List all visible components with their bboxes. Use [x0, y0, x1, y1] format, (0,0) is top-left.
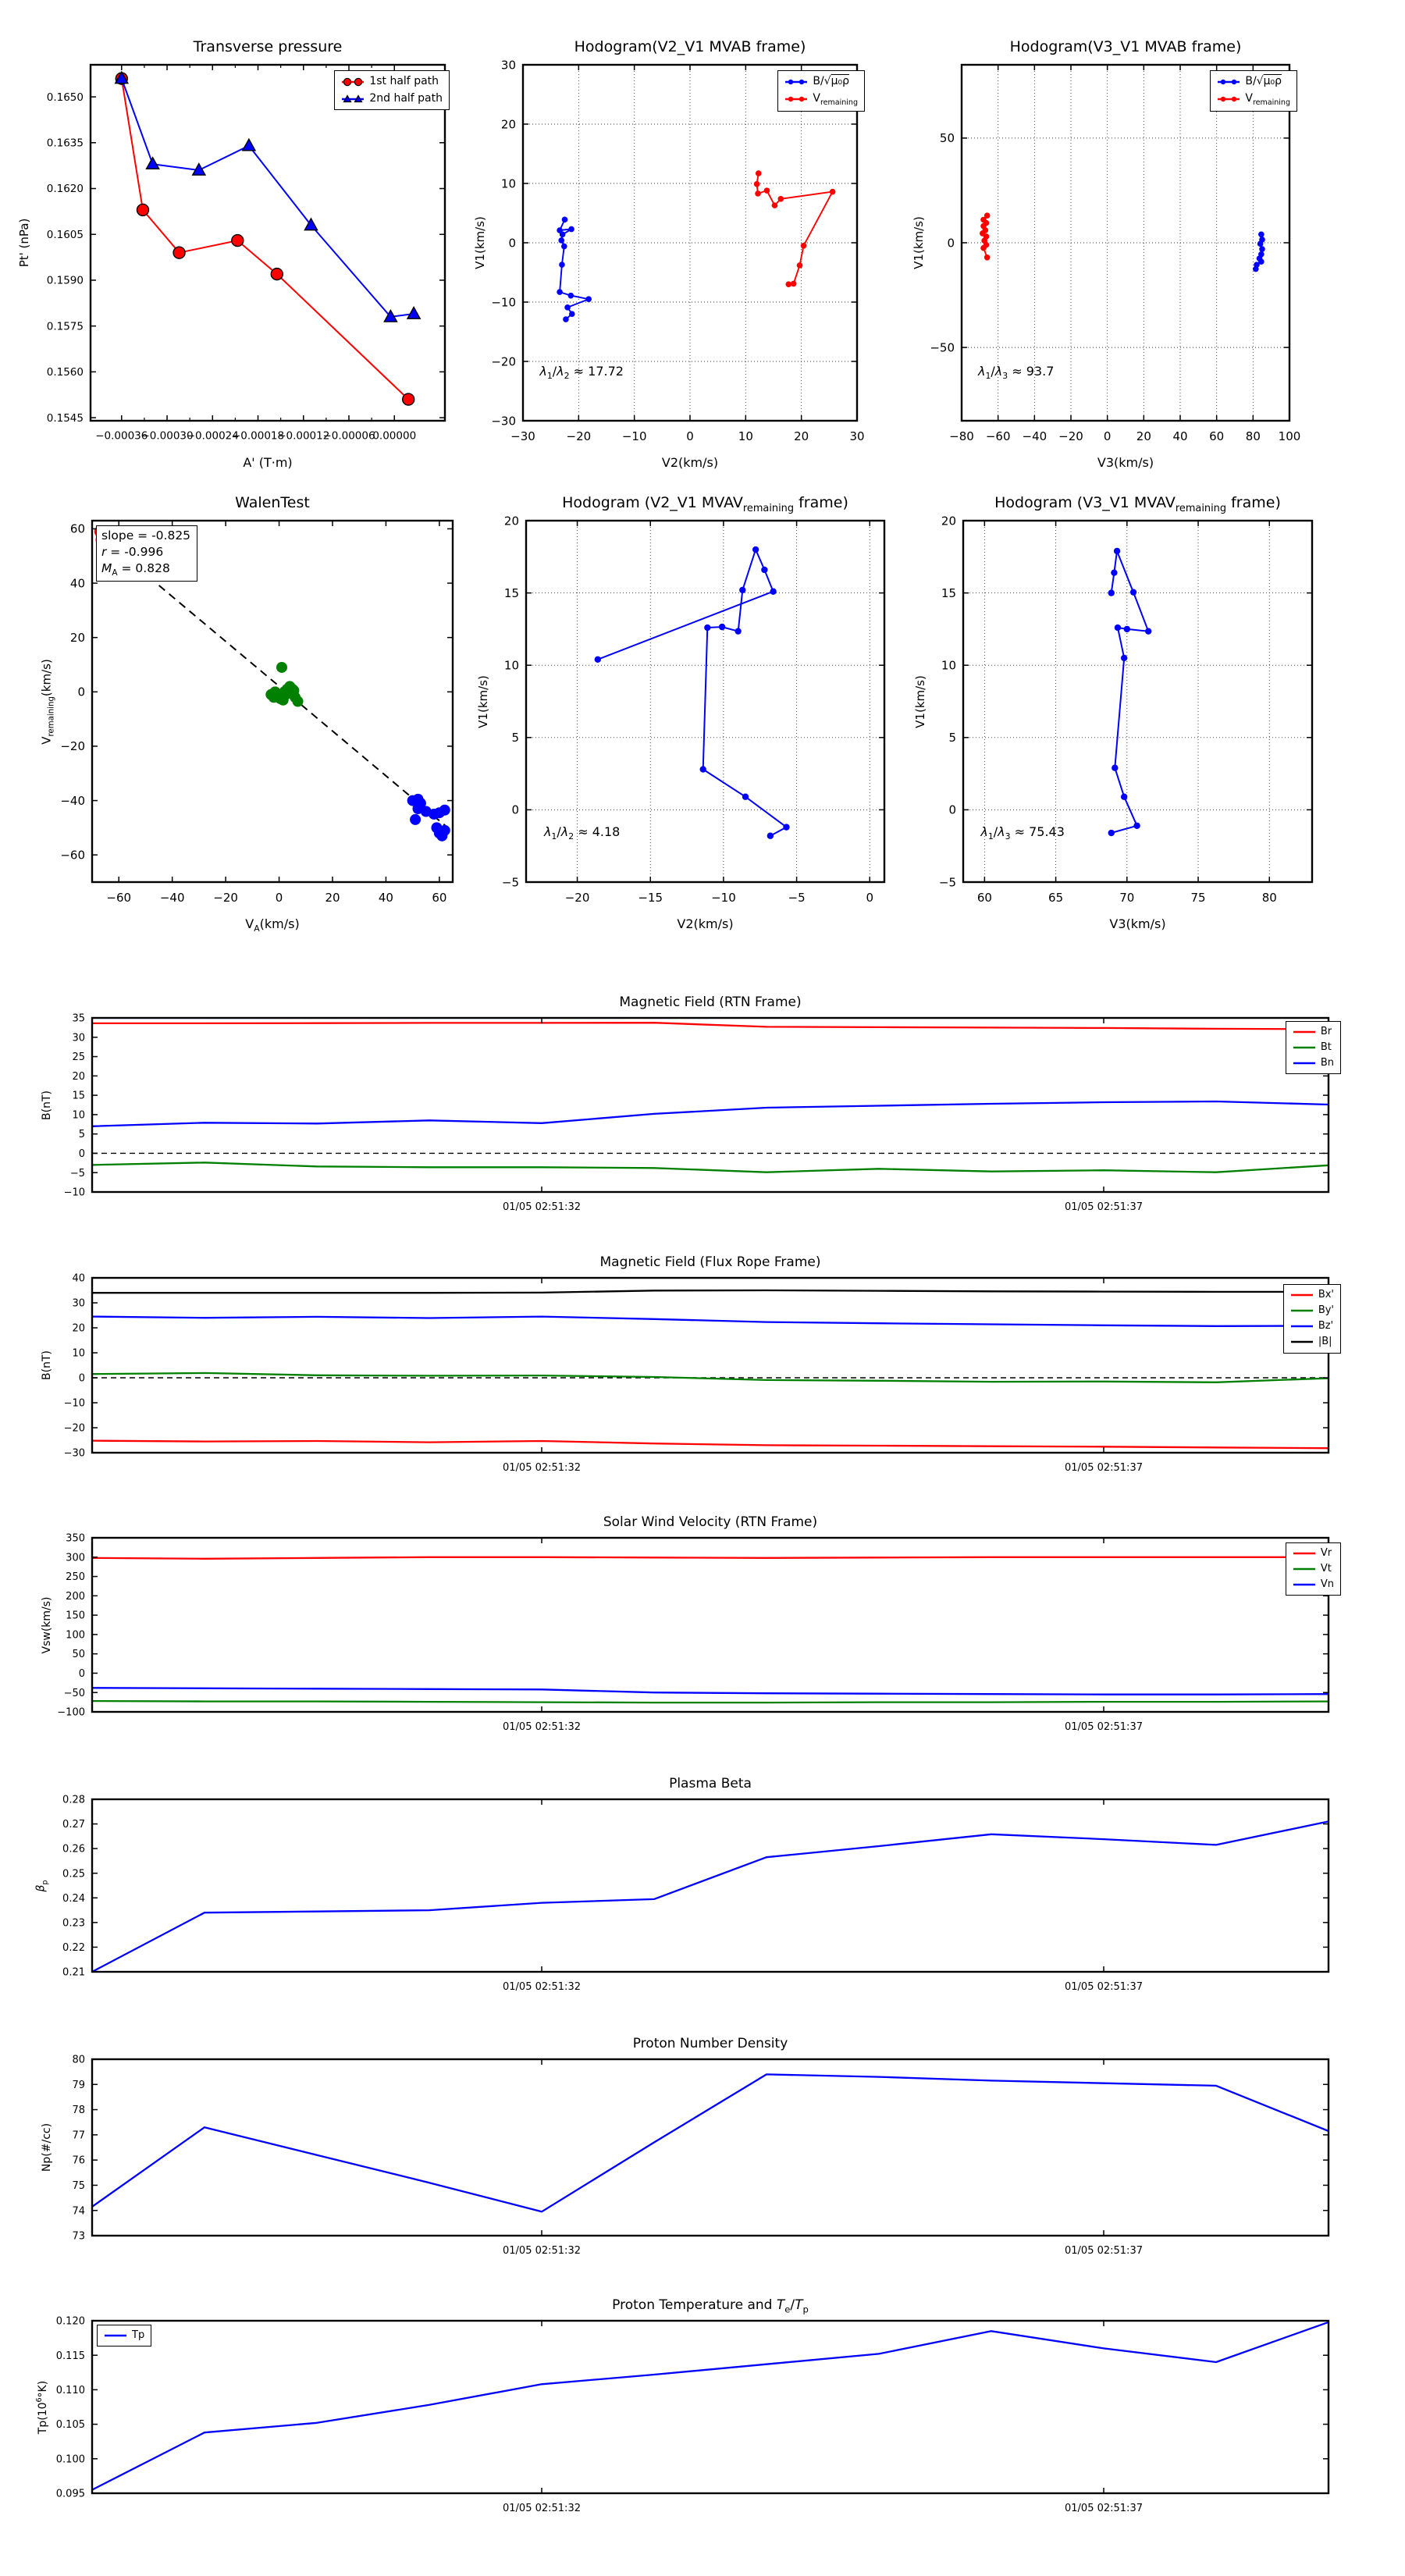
chart-p9	[14, 1503, 1368, 1763]
p8-legend-label-3: |B|	[1318, 1336, 1332, 1348]
p2-xlabel: V2(km/s)	[661, 455, 719, 470]
p2-legend-item-0	[784, 73, 858, 91]
svg-text:0: 0	[77, 685, 85, 699]
p8-series-0	[92, 1441, 1329, 1449]
svg-text:01/05 02:51:37: 01/05 02:51:37	[1065, 1201, 1143, 1213]
svg-text:01/05 02:51:32: 01/05 02:51:32	[503, 1462, 581, 1474]
chart-p3	[884, 30, 1329, 471]
svg-text:0.1605: 0.1605	[46, 228, 84, 241]
p9-title: Solar Wind Velocity (RTN Frame)	[603, 1514, 818, 1530]
svg-text:50: 50	[939, 131, 955, 146]
svg-text:−5: −5	[788, 891, 806, 905]
p8-legend-label-0: Bx'	[1318, 1289, 1334, 1300]
p12-series-0	[92, 2322, 1329, 2490]
p8-legend-label-1: By'	[1318, 1304, 1334, 1317]
p2-legend-label-0: B/√μ₀ρ	[813, 75, 850, 87]
svg-text:−5: −5	[69, 1167, 85, 1179]
legend-swatch-icon	[1293, 1058, 1316, 1069]
p10-plot-canvas	[14, 1764, 1368, 2023]
svg-text:5: 5	[511, 731, 519, 745]
p1-series-0	[116, 73, 414, 405]
svg-text:−0.00012: −0.00012	[277, 429, 330, 443]
p3-legend-label-0: B/√μ₀ρ	[1245, 75, 1282, 87]
svg-text:20: 20	[794, 429, 809, 443]
svg-text:5: 5	[948, 731, 956, 745]
p5-title: Hodogram (V2_V1 $MVAV_{remaining}$ frame)	[562, 494, 848, 514]
p4-xlabel: $V_A(km/s)$	[245, 916, 300, 934]
svg-text:10: 10	[941, 658, 956, 673]
p8-legend-item-0	[1290, 1287, 1334, 1303]
svg-text:−0.00030: −0.00030	[140, 429, 194, 443]
svg-text:79: 79	[72, 2079, 85, 2091]
svg-text:0.095: 0.095	[55, 2488, 85, 2500]
svg-text:−60: −60	[106, 891, 132, 905]
svg-text:01/05 02:51:37: 01/05 02:51:37	[1065, 2503, 1143, 2514]
p5-annotation-0: $\lambda_1/\lambda_2 \approx 4.18$	[543, 824, 621, 842]
svg-text:30: 30	[72, 1297, 85, 1310]
svg-text:0.1575: 0.1575	[46, 320, 84, 333]
svg-text:20: 20	[503, 514, 519, 528]
p2-ylabel-text: V1(km/s)	[473, 216, 487, 269]
p3-xlabel: V3(km/s)	[1097, 455, 1154, 470]
p2-series-1	[754, 170, 836, 287]
svg-text:250: 250	[66, 1571, 85, 1584]
svg-text:60: 60	[69, 521, 85, 536]
p6-ylabel-text: V1(km/s)	[913, 674, 927, 728]
svg-text:−40: −40	[159, 891, 185, 905]
legend-swatch-icon	[1293, 1026, 1316, 1037]
svg-text:0.24: 0.24	[62, 1892, 85, 1905]
svg-text:01/05 02:51:32: 01/05 02:51:32	[503, 2503, 581, 2514]
p2-legend	[777, 70, 865, 112]
svg-text:20: 20	[1136, 429, 1151, 443]
svg-text:20: 20	[72, 1070, 85, 1083]
svg-text:80: 80	[1261, 891, 1277, 905]
svg-text:100: 100	[66, 1629, 85, 1642]
svg-text:0: 0	[78, 1667, 85, 1680]
svg-text:100: 100	[1278, 429, 1301, 443]
svg-text:15: 15	[72, 1090, 85, 1102]
svg-text:01/05 02:51:37: 01/05 02:51:37	[1065, 1981, 1143, 1993]
p5-xlabel: V2(km/s)	[677, 916, 734, 931]
p12-legend-label-0: Tp	[132, 2329, 145, 2341]
p4-series-3	[407, 794, 450, 841]
legend-swatch-icon	[1290, 1305, 1314, 1316]
p6-annotation-0: $\lambda_1/\lambda_3 \approx 75.43$	[980, 824, 1065, 842]
svg-text:0.115: 0.115	[55, 2350, 85, 2362]
p8-plot-canvas	[14, 1243, 1368, 1503]
svg-text:5: 5	[78, 1129, 85, 1141]
p7-title: Magnetic Field (RTN Frame)	[619, 994, 802, 1010]
svg-text:−60: −60	[60, 848, 85, 863]
svg-text:−20: −20	[60, 739, 85, 754]
svg-text:−5: −5	[501, 875, 519, 890]
p2-legend-label-1: $V_{remaining}$	[813, 91, 858, 107]
svg-text:77: 77	[72, 2129, 85, 2142]
svg-text:0.1650: 0.1650	[46, 91, 84, 104]
p11-ylabel-text: Np(#/cc)	[41, 2122, 53, 2172]
p4-stats-line-1: r = -0.996	[101, 544, 164, 559]
p9-series-1	[92, 1701, 1329, 1703]
svg-text:0.26: 0.26	[62, 1843, 85, 1856]
p3-legend-label-1: $V_{remaining}$	[1245, 91, 1290, 107]
p9-legend	[1286, 1542, 1341, 1596]
p4-stats-box	[96, 525, 197, 582]
chart-p11	[14, 2024, 1368, 2286]
p11-title: Proton Number Density	[632, 2036, 788, 2051]
svg-text:01/05 02:51:37: 01/05 02:51:37	[1065, 1462, 1143, 1474]
p9-legend-item-1	[1293, 1561, 1334, 1577]
svg-text:0.27: 0.27	[62, 1819, 85, 1831]
p9-legend-item-2	[1293, 1577, 1334, 1592]
p4-plot-canvas	[14, 486, 492, 933]
p1-legend	[334, 70, 450, 110]
svg-text:75: 75	[72, 2179, 85, 2192]
chart-p1	[12, 30, 484, 471]
svg-text:10: 10	[72, 1109, 85, 1122]
legend-swatch-icon	[1290, 1336, 1314, 1347]
p12-ylabel-text: $Tp(10^6^\circ K)$	[35, 2380, 49, 2434]
svg-text:20: 20	[500, 117, 516, 132]
svg-text:−40: −40	[60, 793, 85, 808]
chart-p2	[445, 30, 896, 471]
svg-text:−50: −50	[930, 340, 955, 355]
svg-text:0: 0	[1103, 429, 1112, 443]
p8-title: Magnetic Field (Flux Rope Frame)	[599, 1254, 821, 1270]
svg-text:0: 0	[78, 1372, 85, 1385]
p7-legend-item-2	[1293, 1055, 1334, 1071]
p3-title: Hodogram(V3_V1 MVAB frame)	[1009, 38, 1242, 55]
p11-series-0	[92, 2074, 1329, 2211]
p6-series-0	[1108, 548, 1152, 837]
svg-text:−20: −20	[1058, 429, 1083, 443]
svg-text:20: 20	[69, 630, 85, 645]
svg-text:0.28: 0.28	[62, 1794, 85, 1806]
p9-legend-label-0: Vr	[1320, 1547, 1332, 1559]
svg-text:65: 65	[1048, 891, 1064, 905]
svg-text:20: 20	[325, 891, 340, 905]
p9-series-0	[92, 1557, 1329, 1559]
p11-plot-canvas	[14, 2024, 1368, 2286]
p4-ylabel-text: $V_{remaining}(km/s)$	[39, 658, 56, 745]
p8-series-2	[92, 1317, 1329, 1326]
legend-swatch-icon	[1290, 1321, 1314, 1332]
svg-text:0.1590: 0.1590	[46, 274, 84, 287]
svg-text:−0.00036: −0.00036	[95, 429, 148, 443]
svg-text:01/05 02:51:32: 01/05 02:51:32	[503, 1721, 581, 1733]
legend-swatch-icon	[341, 94, 365, 105]
svg-text:80: 80	[72, 2054, 85, 2066]
svg-text:−0.00018: −0.00018	[231, 429, 285, 443]
svg-text:0: 0	[508, 236, 516, 251]
svg-text:30: 30	[72, 1032, 85, 1044]
chart-p12	[14, 2286, 1368, 2544]
svg-text:40: 40	[72, 1272, 85, 1285]
svg-text:0.1545: 0.1545	[46, 411, 84, 425]
p6-title: Hodogram (V3_V1 $MVAV_{remaining}$ frame)	[994, 494, 1281, 514]
p9-legend-label-1: Vt	[1320, 1563, 1332, 1575]
svg-text:01/05 02:51:37: 01/05 02:51:37	[1065, 2245, 1143, 2257]
svg-text:−100: −100	[57, 1706, 85, 1719]
svg-text:150: 150	[66, 1610, 85, 1622]
p12-legend	[97, 2325, 151, 2347]
svg-text:−20: −20	[491, 354, 516, 369]
p3-series-0	[1253, 231, 1265, 272]
p6-xlabel: V3(km/s)	[1109, 916, 1166, 931]
svg-text:15: 15	[503, 585, 519, 600]
svg-text:15: 15	[941, 585, 956, 600]
p4-series-2	[265, 662, 303, 707]
p1-title: Transverse pressure	[193, 38, 343, 55]
svg-text:−0.00006: −0.00006	[322, 429, 375, 443]
svg-text:−20: −20	[566, 429, 592, 443]
p7-legend-item-1	[1293, 1040, 1334, 1055]
svg-text:40: 40	[1172, 429, 1188, 443]
p2-annotation-0: $\lambda_1/\lambda_2 \approx 17.72$	[539, 364, 624, 382]
svg-text:−10: −10	[491, 295, 516, 310]
svg-text:25: 25	[72, 1051, 85, 1064]
p5-plot-canvas	[448, 486, 923, 933]
p8-legend-item-2	[1290, 1318, 1334, 1334]
svg-text:60: 60	[976, 891, 992, 905]
p5-ylabel-text: V1(km/s)	[476, 674, 490, 728]
svg-text:01/05 02:51:32: 01/05 02:51:32	[503, 1201, 581, 1213]
p7-plot-canvas	[14, 983, 1368, 1243]
p1-legend-item-1	[341, 91, 443, 108]
legend-swatch-icon	[341, 76, 365, 87]
legend-swatch-icon	[1217, 76, 1240, 87]
svg-text:−15: −15	[638, 891, 663, 905]
p9-legend-item-0	[1293, 1546, 1334, 1561]
p10-title: Plasma Beta	[669, 1776, 752, 1791]
svg-text:0.110: 0.110	[55, 2384, 85, 2396]
p7-legend-label-1: Bt	[1320, 1041, 1332, 1054]
svg-text:−10: −10	[621, 429, 647, 443]
legend-swatch-icon	[1293, 1042, 1316, 1053]
legend-swatch-icon	[1293, 1579, 1316, 1590]
p3-ylabel-text: V1(km/s)	[912, 216, 926, 269]
p8-legend-item-3	[1290, 1334, 1334, 1350]
svg-text:−30: −30	[63, 1447, 85, 1460]
svg-text:40: 40	[69, 576, 85, 591]
p2-series-0	[557, 217, 592, 322]
svg-text:35: 35	[72, 1012, 85, 1025]
p3-legend-item-0	[1217, 73, 1290, 91]
p9-plot-canvas	[14, 1503, 1368, 1763]
svg-text:−40: −40	[1022, 429, 1048, 443]
svg-text:10: 10	[500, 176, 516, 191]
svg-text:30: 30	[849, 429, 865, 443]
svg-text:−80: −80	[949, 429, 974, 443]
svg-text:10: 10	[72, 1347, 85, 1360]
p1-legend-label-0: 1st half path	[369, 75, 439, 87]
p8-ylabel-text: B(nT)	[41, 1350, 53, 1380]
p9-series-2	[92, 1688, 1329, 1694]
p4-stats-line-2: $M_A = 0.828$	[101, 560, 170, 578]
chart-p5	[448, 486, 923, 933]
p4-stats-line-0: slope = -0.825	[101, 528, 191, 543]
p6-plot-canvas	[885, 486, 1351, 933]
p1-legend-label-1: 2nd half path	[369, 91, 443, 105]
svg-text:300: 300	[66, 1552, 85, 1564]
svg-text:350: 350	[66, 1532, 85, 1545]
legend-swatch-icon	[784, 76, 808, 87]
svg-text:01/05 02:51:37: 01/05 02:51:37	[1065, 1721, 1143, 1733]
svg-text:−5: −5	[938, 875, 956, 890]
svg-text:−10: −10	[63, 1187, 85, 1199]
svg-text:−50: −50	[63, 1687, 85, 1699]
svg-text:200: 200	[66, 1590, 85, 1603]
svg-text:80: 80	[1245, 429, 1261, 443]
p7-legend	[1286, 1021, 1341, 1074]
legend-swatch-icon	[1293, 1548, 1316, 1559]
p8-legend-item-1	[1290, 1303, 1334, 1318]
p3-annotation-0: $\lambda_1/\lambda_3 \approx 93.7$	[978, 364, 1055, 382]
svg-text:60: 60	[1209, 429, 1225, 443]
svg-text:73: 73	[72, 2230, 85, 2243]
legend-swatch-icon	[1293, 1564, 1316, 1574]
svg-text:76: 76	[72, 2154, 85, 2167]
svg-text:78: 78	[72, 2105, 85, 2117]
p7-legend-item-0	[1293, 1024, 1334, 1040]
svg-text:0.100: 0.100	[55, 2453, 85, 2466]
svg-text:10: 10	[738, 429, 753, 443]
svg-text:0.21: 0.21	[62, 1966, 85, 1979]
p9-ylabel-text: Vsw(km/s)	[41, 1596, 53, 1654]
svg-text:0: 0	[866, 891, 874, 905]
svg-text:20: 20	[72, 1322, 85, 1335]
svg-text:30: 30	[500, 58, 516, 73]
svg-text:0.120: 0.120	[55, 2315, 85, 2328]
svg-text:−10: −10	[63, 1397, 85, 1410]
svg-text:50: 50	[72, 1649, 85, 1661]
svg-text:0: 0	[947, 236, 955, 251]
p3-legend	[1210, 70, 1297, 112]
p7-series-0	[92, 1023, 1329, 1029]
p8-legend	[1283, 1284, 1341, 1354]
svg-text:0.1560: 0.1560	[46, 366, 84, 379]
p9-legend-label-2: Vn	[1320, 1578, 1334, 1591]
p8-legend-label-2: Bz'	[1318, 1320, 1334, 1332]
svg-text:0.25: 0.25	[62, 1868, 85, 1880]
p12-plot-canvas	[14, 2286, 1368, 2544]
svg-text:0: 0	[78, 1147, 85, 1160]
legend-swatch-icon	[1217, 94, 1240, 105]
p7-legend-label-0: Br	[1320, 1026, 1332, 1037]
svg-text:0: 0	[686, 429, 694, 443]
svg-text:0: 0	[948, 802, 956, 817]
svg-text:−0.00024: −0.00024	[186, 429, 239, 443]
svg-text:−20: −20	[213, 891, 238, 905]
p2-title: Hodogram(V2_V1 MVAB frame)	[574, 38, 806, 55]
legend-swatch-icon	[1290, 1290, 1314, 1300]
svg-text:20: 20	[941, 514, 956, 528]
svg-text:0.22: 0.22	[62, 1941, 85, 1954]
svg-text:−30: −30	[510, 429, 535, 443]
chart-p4	[14, 486, 492, 933]
legend-swatch-icon	[104, 2330, 127, 2341]
svg-text:70: 70	[1119, 891, 1135, 905]
svg-text:0.105: 0.105	[55, 2419, 85, 2432]
svg-text:60: 60	[432, 891, 447, 905]
p10-ylabel-text: $\beta_p$	[34, 1880, 50, 1891]
p4-series-0	[159, 585, 450, 830]
svg-text:0.00000: 0.00000	[372, 429, 417, 443]
p5-series-0	[595, 546, 790, 839]
p12-legend-item-0	[104, 2328, 144, 2343]
svg-text:−60: −60	[985, 429, 1011, 443]
p7-series-1	[92, 1162, 1329, 1172]
legend-swatch-icon	[784, 94, 808, 105]
chart-p10	[14, 1764, 1368, 2023]
p3-series-1	[980, 212, 990, 260]
p7-legend-label-2: Bn	[1320, 1057, 1334, 1069]
svg-text:0: 0	[511, 802, 519, 817]
svg-text:75: 75	[1190, 891, 1206, 905]
p8-series-3	[92, 1290, 1329, 1293]
svg-text:−20: −20	[564, 891, 590, 905]
p4-title: WalenTest	[235, 494, 310, 511]
p7-ylabel-text: B(nT)	[41, 1090, 53, 1120]
chart-p6	[885, 486, 1351, 933]
p7-series-2	[92, 1101, 1329, 1126]
svg-text:01/05 02:51:32: 01/05 02:51:32	[503, 2245, 581, 2257]
p1-legend-item-0	[341, 73, 443, 91]
svg-text:−20: −20	[63, 1422, 85, 1435]
svg-text:40: 40	[378, 891, 393, 905]
chart-p7	[14, 983, 1368, 1243]
svg-text:0: 0	[275, 891, 283, 905]
p3-legend-item-1	[1217, 91, 1290, 109]
p1-ylabel-text: Pt' (nPa)	[17, 218, 31, 268]
svg-text:0.23: 0.23	[62, 1917, 85, 1930]
chart-p8	[14, 1243, 1368, 1503]
svg-text:74: 74	[72, 2205, 85, 2218]
svg-text:10: 10	[503, 658, 519, 673]
svg-text:0.1620: 0.1620	[46, 183, 84, 196]
p10-series-0	[92, 1821, 1329, 1972]
p2-legend-item-1	[784, 91, 858, 109]
svg-text:−10: −10	[711, 891, 736, 905]
p1-xlabel: A' (T·m)	[243, 455, 293, 470]
svg-text:01/05 02:51:32: 01/05 02:51:32	[503, 1981, 581, 1993]
svg-text:0.1635: 0.1635	[46, 137, 84, 150]
svg-text:−30: −30	[491, 414, 516, 429]
p12-title: Proton Temperature and $T_e/T_p$	[612, 2297, 809, 2315]
